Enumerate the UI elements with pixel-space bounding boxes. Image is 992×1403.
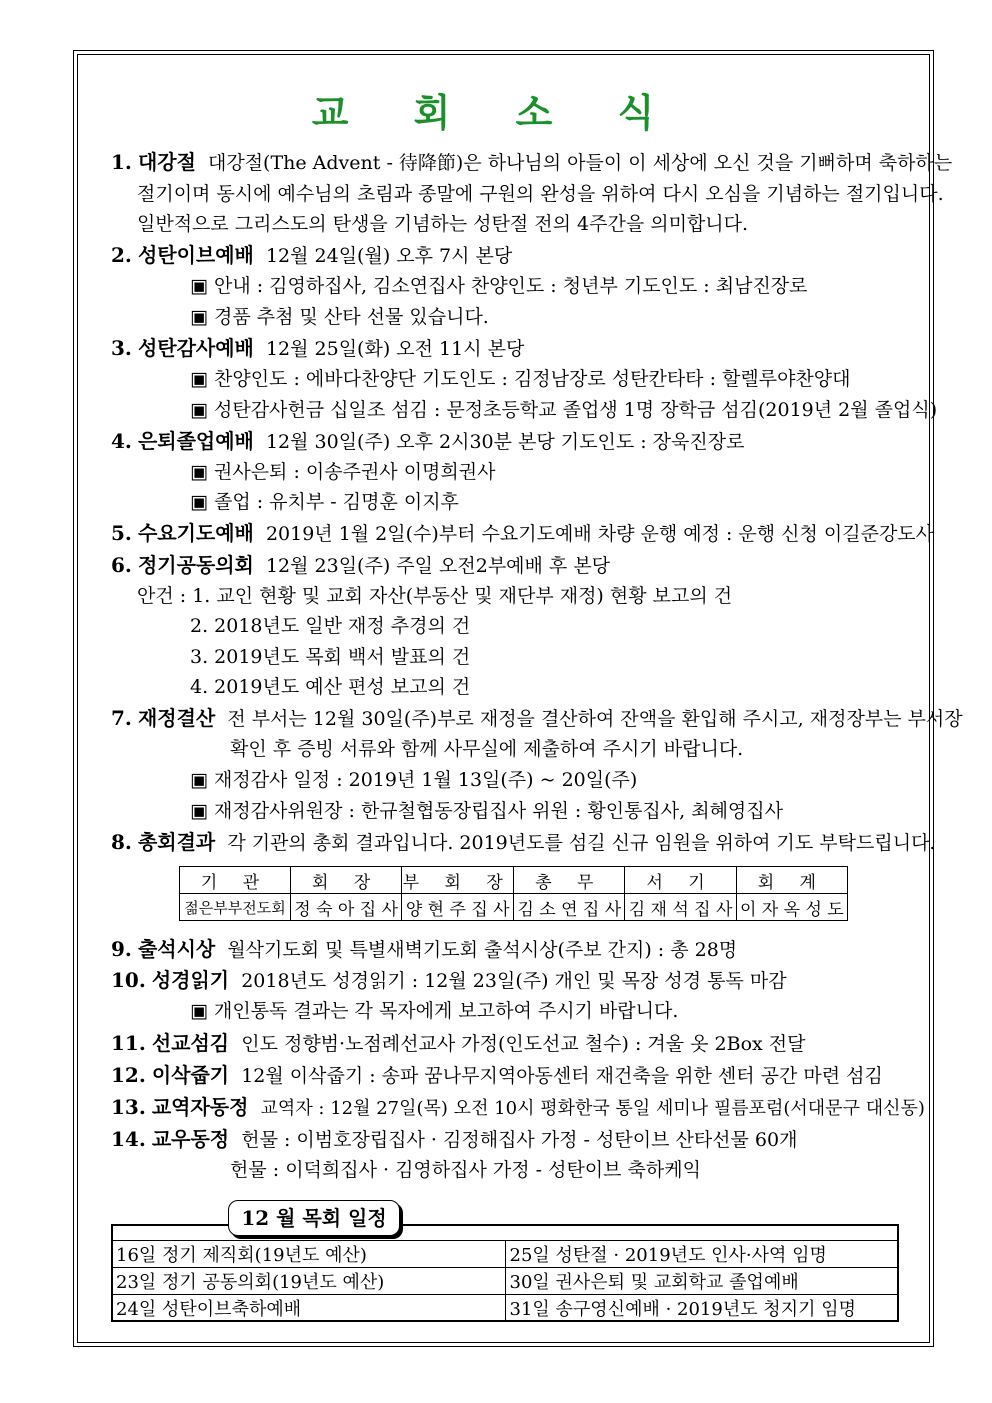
agenda-line: 3. 2019년도 목회 백서 발표의 건 (190, 646, 471, 668)
item-text: 12월 30일(주) 오후 2시30분 본당 기도인도 : 장욱진장로 (265, 431, 745, 453)
item-sub: ▣ 권사은퇴 : 이송주권사 이명희권사 (190, 461, 496, 483)
item-text: 인도 정향범·노점례선교사 가정(인도선교 철수) : 겨울 옷 2Box 전달 (241, 1033, 806, 1055)
item-head: 성경읽기 (151, 968, 230, 992)
item-text: 12월 이삭줍기 : 송파 꿈나무지역아동센터 재건축을 위한 센터 공간 마련 섬김 (241, 1065, 883, 1087)
table-row (180, 894, 848, 921)
schedule-cell: 16일 정기 제직회(19년도 예산) (112, 1241, 506, 1268)
item-3 (111, 334, 524, 363)
table-header-cell: 서 기 (625, 867, 736, 894)
table-header-cell: 총 무 (514, 867, 625, 894)
table-header-row (180, 867, 848, 894)
item-head: 출석시상 (137, 937, 216, 961)
table-cell: 젊은부부전도회 (180, 894, 291, 921)
org-officers-table (179, 866, 848, 921)
item-5 (111, 519, 934, 548)
item-num: 5. (111, 521, 132, 545)
item-text: 월삭기도회 및 특별새벽기도회 출석시상(주보 간지) : 총 28명 (227, 939, 738, 961)
item-text: 12월 23일(주) 주일 오전2부예배 후 본당 (265, 555, 611, 577)
item-head: 성탄감사예배 (137, 336, 254, 360)
schedule-cell: 24일 성탄이브축하예배 (112, 1295, 506, 1322)
item-num: 3. (111, 336, 132, 360)
item-num: 4. (111, 429, 132, 453)
item-4 (111, 427, 744, 456)
item-cont: 헌물 : 이덕희집사 · 김영하집사 가정 - 성탄이브 축하케익 (230, 1159, 701, 1181)
item-cont: 일반적으로 그리스도의 탄생을 기념하는 성탄절 전의 4주간을 의미합니다. (137, 213, 749, 235)
item-head: 선교섬김 (151, 1031, 230, 1055)
item-text: 헌물 : 이범호장립집사 · 김정해집사 가정 - 성탄이브 산타선물 60개 (241, 1129, 798, 1151)
table-cell: 정 숙 아 집 사 (291, 894, 402, 921)
table-row (112, 1268, 899, 1295)
item-14 (111, 1125, 797, 1154)
item-sub: ▣ 재정감사 일정 : 2019년 1월 13일(주) ~ 20일(주) (190, 769, 638, 791)
item-text: 각 기관의 총회 결과입니다. 2019년도를 섬길 신규 임원을 위하여 기도 부탁드립니다. (227, 832, 936, 854)
item-6 (111, 551, 610, 580)
schedule-table (111, 1240, 899, 1322)
item-num: 9. (111, 937, 132, 961)
item-num: 6. (111, 553, 132, 577)
item-text: 2019년 1월 2일(수)부터 수요기도예배 차량 운행 예정 : 운행 신청 이길준강도사 (265, 523, 935, 545)
item-text: 전 부서는 12월 30일(주)부로 재정을 결산하여 잔액을 환입해 주시고, 재정장부는 부서장 (227, 708, 963, 730)
item-10 (111, 966, 787, 995)
agenda-line: 안건 : 1. 교인 현황 및 교회 자산(부동산 및 재단부 재정) 현황 보고의 건 (137, 585, 733, 607)
item-head: 대강절 (137, 150, 196, 174)
item-head: 교역자동정 (151, 1095, 249, 1119)
item-head: 재정결산 (137, 706, 216, 730)
item-sub: ▣ 안내 : 김영하집사, 김소연집사 찬양인도 : 청년부 기도인도 : 최남진장로 (190, 275, 808, 297)
item-head: 총회결과 (137, 830, 216, 854)
item-num: 11. (111, 1031, 146, 1055)
table-cell: 이 자 옥 성 도 (736, 894, 847, 921)
item-text: 12월 25일(화) 오전 11시 본당 (265, 338, 525, 360)
item-sub: ▣ 성탄감사헌금 십일조 섬김 : 문정초등학교 졸업생 1명 장학금 섬김(2019년 2월 졸업식) (190, 399, 938, 421)
schedule-title: 12 월 목회 일정 (228, 1200, 400, 1236)
item-13 (111, 1093, 925, 1123)
item-num: 2. (111, 243, 132, 267)
item-sub: ▣ 개인통독 결과는 각 목자에게 보고하여 주시기 바랍니다. (190, 1000, 679, 1022)
item-head: 성탄이브예배 (137, 243, 254, 267)
item-9 (111, 935, 737, 964)
table-header-cell: 회 계 (736, 867, 847, 894)
table-row (112, 1241, 899, 1268)
item-sub: ▣ 경품 추첨 및 산타 선물 있습니다. (190, 306, 489, 328)
item-num: 7. (111, 706, 132, 730)
item-num: 13. (111, 1095, 146, 1119)
schedule-cell: 31일 송구영신예배 · 2019년도 청지기 임명 (505, 1295, 899, 1322)
item-text: 12월 24일(월) 오후 7시 본당 (265, 245, 513, 267)
item-head: 이삭줍기 (151, 1063, 230, 1087)
item-8 (111, 828, 935, 857)
item-head: 교우동정 (151, 1127, 230, 1151)
item-sub: ▣ 졸업 : 유치부 - 김명훈 이지후 (190, 491, 459, 513)
schedule-cell: 30일 권사은퇴 및 교회학교 졸업예배 (505, 1268, 899, 1295)
item-num: 14. (111, 1127, 146, 1151)
table-header-cell: 부 회 장 (402, 867, 514, 894)
table-cell: 김 재 석 집 사 (625, 894, 736, 921)
page-title: 교 회 소 식 (311, 90, 681, 135)
item-text: 교역자 : 12월 27일(목) 오전 10시 평화한국 통일 세미나 필름포럼(서대문구 대신동) (260, 1098, 925, 1119)
item-num: 8. (111, 830, 132, 854)
item-2 (111, 241, 512, 270)
item-7 (111, 704, 963, 733)
table-cell: 양 현 주 집 사 (402, 894, 514, 921)
item-12 (111, 1061, 883, 1090)
table-header-cell: 기 관 (180, 867, 291, 894)
item-11 (111, 1029, 806, 1058)
item-num: 10. (111, 968, 146, 992)
table-header-cell: 회 장 (291, 867, 402, 894)
table-cell: 김 소 연 집 사 (514, 894, 625, 921)
agenda-line: 2. 2018년도 일반 재정 추경의 건 (190, 615, 471, 637)
item-cont: 절기이며 동시에 예수님의 초림과 종말에 구원의 완성을 위하여 다시 오심을 기념하는 절기입니다. (137, 183, 944, 205)
item-text: 2018년도 성경읽기 : 12월 23일(주) 개인 및 목장 성경 통독 마감 (241, 970, 787, 992)
item-num: 1. (111, 150, 132, 174)
item-text: 대강절(The Advent - 待降節)은 하나님의 아들이 이 세상에 오신 것을 기뻐하며 축하하는 (208, 152, 953, 174)
item-sub: ▣ 찬양인도 : 에바다찬양단 기도인도 : 김정남장로 성탄칸타타 : 할렐루야찬양대 (190, 368, 851, 390)
item-cont: 확인 후 증빙 서류와 함께 사무실에 제출하여 주시기 바랍니다. (230, 738, 744, 760)
schedule-cell: 23일 정기 공동의회(19년도 예산) (112, 1268, 506, 1295)
schedule-cell: 25일 성탄절 · 2019년도 인사·사역 임명 (505, 1241, 899, 1268)
table-row (112, 1295, 899, 1322)
item-head: 정기공동의회 (137, 553, 254, 577)
item-head: 은퇴졸업예배 (137, 429, 254, 453)
agenda-line: 4. 2019년도 예산 편성 보고의 건 (190, 676, 471, 698)
item-num: 12. (111, 1063, 146, 1087)
item-1 (111, 148, 952, 177)
item-head: 수요기도예배 (137, 521, 254, 545)
item-sub: ▣ 재정감사위원장 : 한규철협동장립집사 위원 : 황인통집사, 최혜영집사 (190, 800, 783, 822)
